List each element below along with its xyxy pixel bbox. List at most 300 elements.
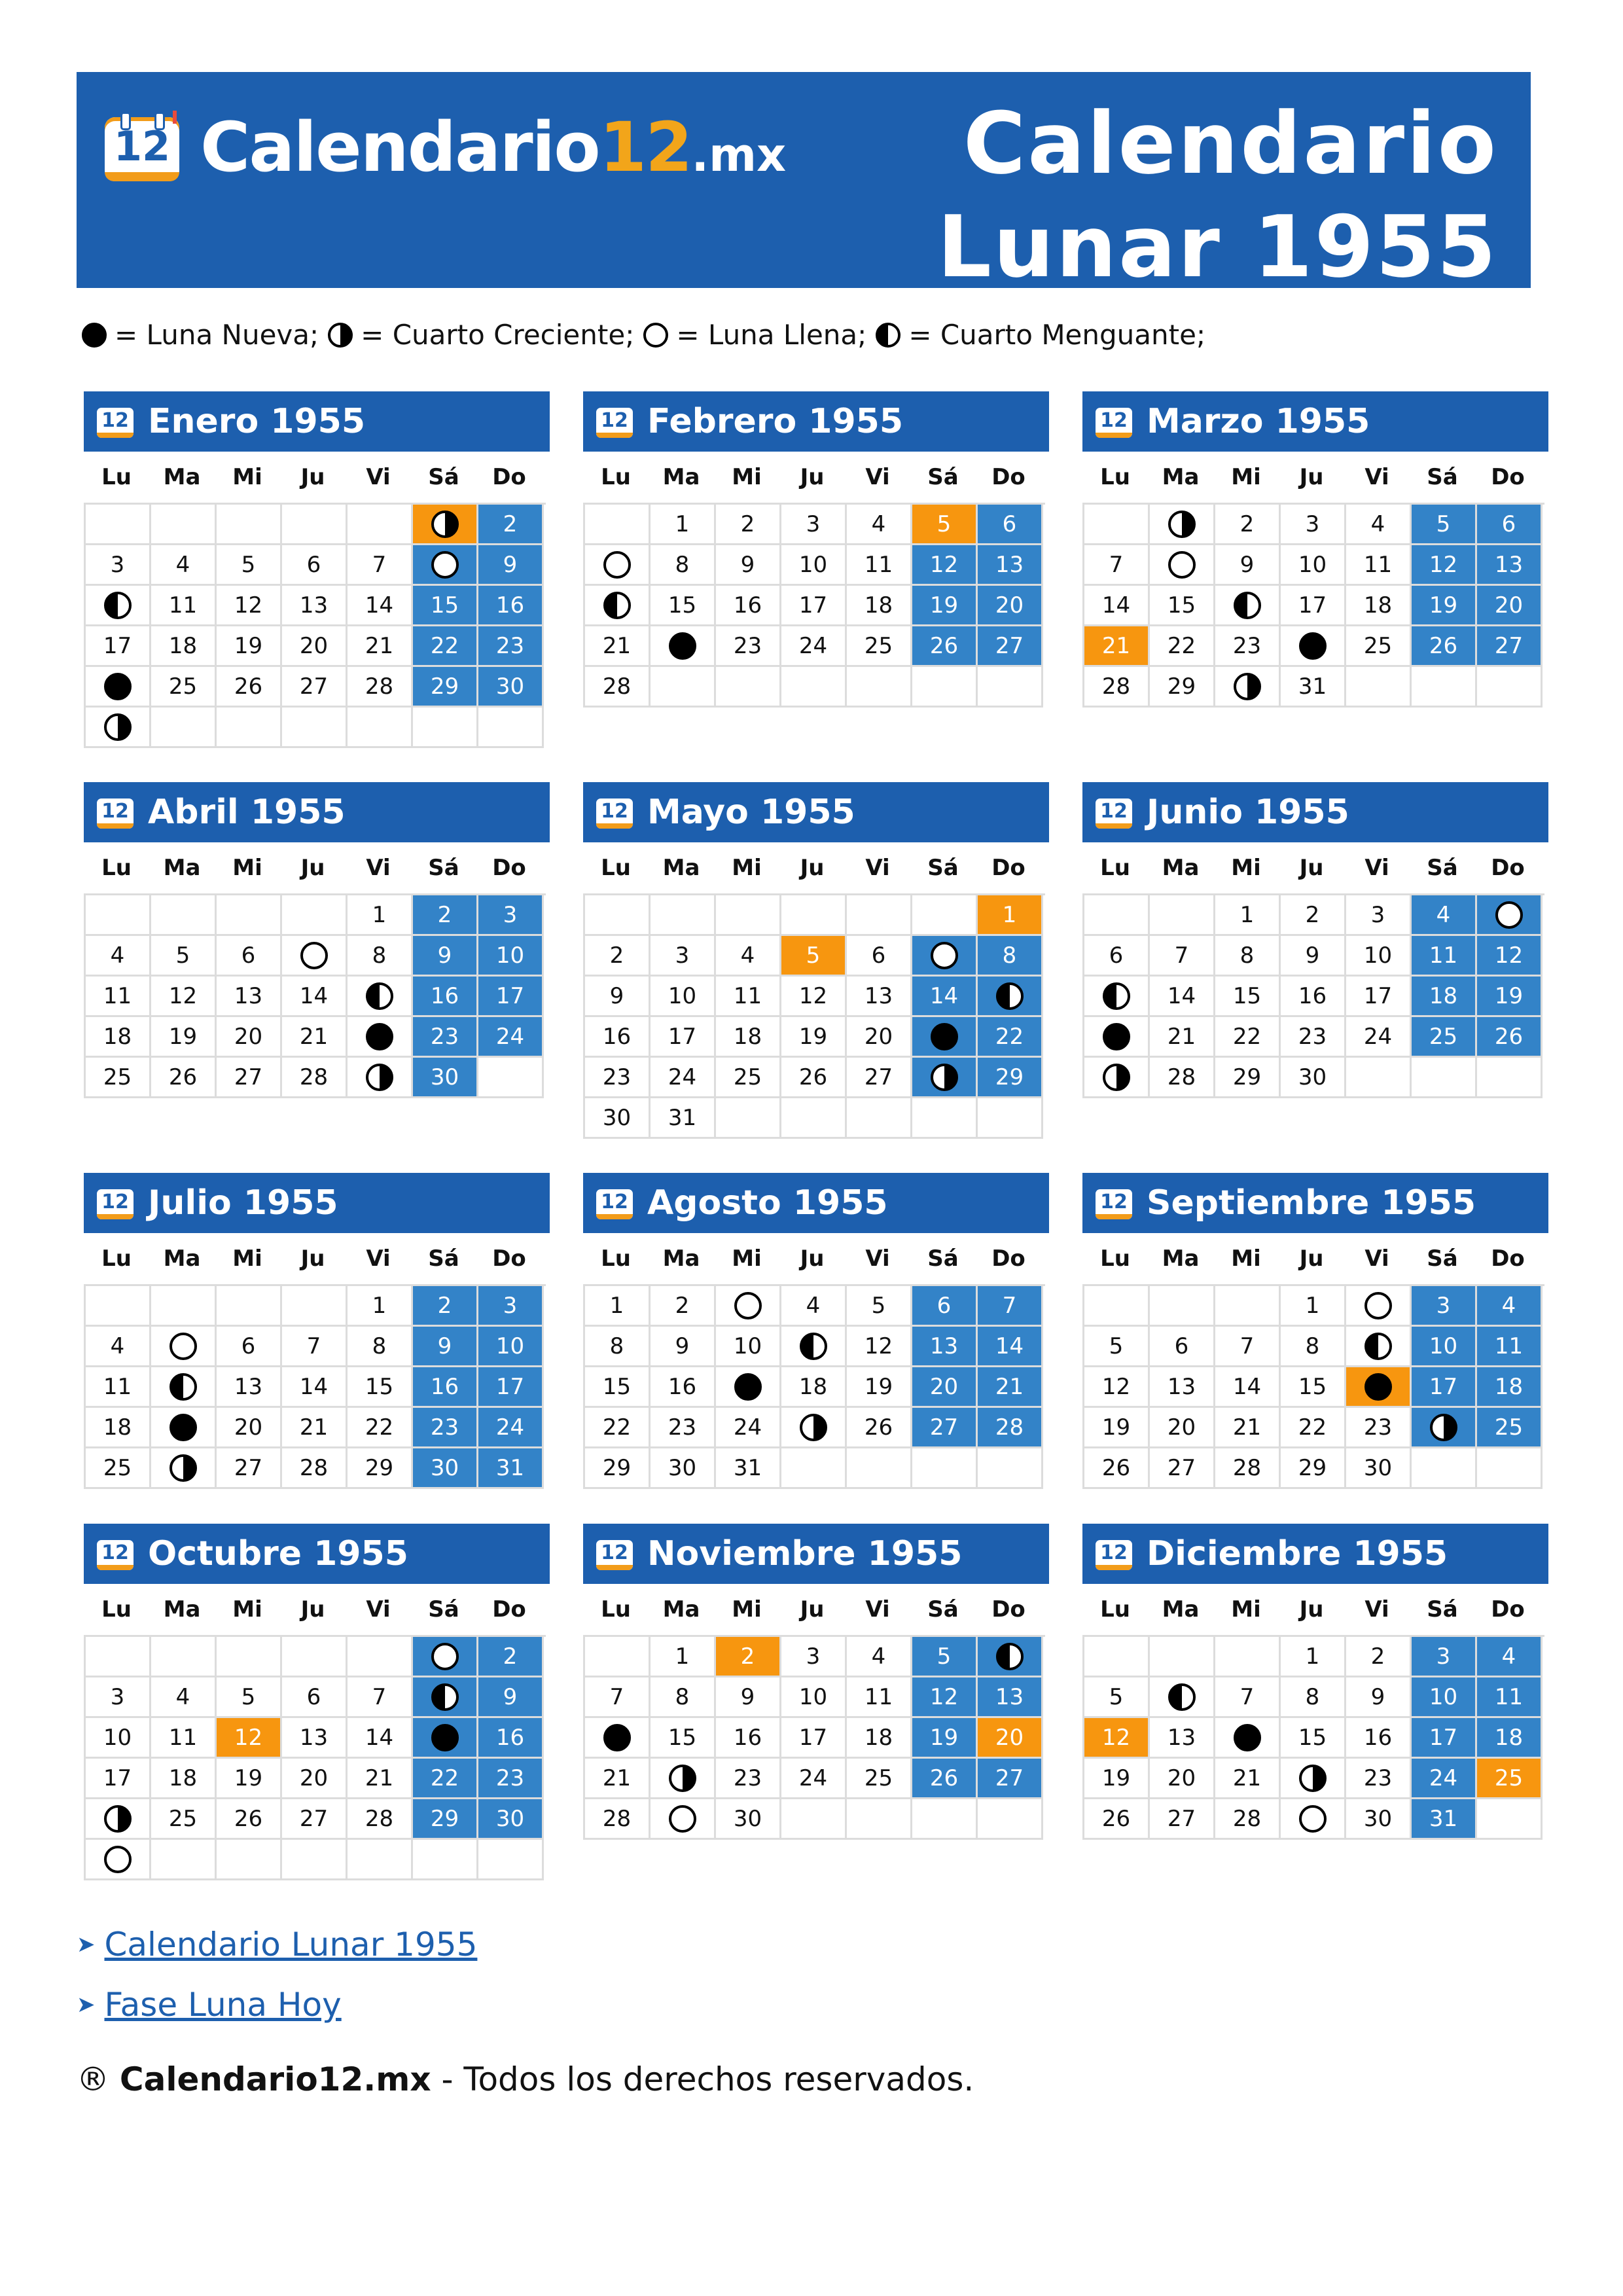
day-cell[interactable]: 9 xyxy=(1215,545,1281,586)
day-cell[interactable] xyxy=(1412,1408,1477,1448)
day-cell[interactable]: 14 xyxy=(348,1718,413,1759)
day-cell[interactable]: 13 xyxy=(1150,1367,1215,1408)
day-cell[interactable]: 25 xyxy=(716,1058,781,1098)
day-cell[interactable]: 1 xyxy=(348,1286,413,1327)
day-cell[interactable]: 28 xyxy=(1150,1058,1215,1098)
site-logo[interactable] xyxy=(105,108,786,187)
day-cell[interactable]: 12 xyxy=(217,586,282,626)
day-cell[interactable]: 8 xyxy=(651,545,716,586)
day-cell[interactable] xyxy=(585,586,651,626)
day-cell[interactable] xyxy=(912,1017,978,1058)
day-cell[interactable]: 22 xyxy=(1281,1408,1346,1448)
day-cell[interactable]: 17 xyxy=(781,1718,847,1759)
day-cell[interactable]: 16 xyxy=(478,586,544,626)
day-cell[interactable]: 29 xyxy=(413,667,478,708)
day-cell[interactable]: 1 xyxy=(1281,1286,1346,1327)
day-cell[interactable]: 18 xyxy=(781,1367,847,1408)
day-cell[interactable]: 15 xyxy=(413,586,478,626)
day-cell[interactable]: 11 xyxy=(151,586,217,626)
day-cell[interactable]: 4 xyxy=(847,505,912,545)
day-cell[interactable]: 22 xyxy=(413,1759,478,1799)
day-cell[interactable]: 27 xyxy=(282,667,348,708)
day-cell[interactable]: 11 xyxy=(1477,1677,1543,1718)
day-cell[interactable]: 20 xyxy=(1150,1759,1215,1799)
day-cell[interactable]: 4 xyxy=(1477,1637,1543,1677)
day-cell[interactable]: 25 xyxy=(1346,626,1412,667)
day-cell[interactable]: 26 xyxy=(151,1058,217,1098)
day-cell[interactable]: 3 xyxy=(781,505,847,545)
day-cell[interactable]: 4 xyxy=(1477,1286,1543,1327)
day-cell[interactable]: 24 xyxy=(1346,1017,1412,1058)
day-cell[interactable]: 6 xyxy=(912,1286,978,1327)
day-cell[interactable]: 26 xyxy=(912,626,978,667)
day-cell[interactable]: 23 xyxy=(585,1058,651,1098)
day-cell[interactable] xyxy=(151,1448,217,1489)
day-cell[interactable] xyxy=(1281,626,1346,667)
day-cell[interactable]: 8 xyxy=(1215,936,1281,977)
day-cell[interactable]: 16 xyxy=(1281,977,1346,1017)
day-cell[interactable]: 9 xyxy=(1281,936,1346,977)
day-cell[interactable]: 20 xyxy=(978,586,1043,626)
day-cell[interactable]: 12 xyxy=(151,977,217,1017)
day-cell[interactable] xyxy=(912,936,978,977)
day-cell[interactable]: 26 xyxy=(781,1058,847,1098)
day-cell[interactable]: 17 xyxy=(781,586,847,626)
day-cell[interactable]: 6 xyxy=(282,545,348,586)
day-cell[interactable]: 3 xyxy=(478,1286,544,1327)
day-cell[interactable]: 4 xyxy=(151,545,217,586)
day-cell[interactable]: 23 xyxy=(478,626,544,667)
day-cell[interactable]: 1 xyxy=(1215,895,1281,936)
day-cell[interactable]: 8 xyxy=(1281,1677,1346,1718)
day-cell[interactable]: 1 xyxy=(978,895,1043,936)
day-cell[interactable]: 30 xyxy=(1281,1058,1346,1098)
day-cell[interactable]: 23 xyxy=(1281,1017,1346,1058)
day-cell[interactable]: 16 xyxy=(478,1718,544,1759)
day-cell[interactable]: 3 xyxy=(1412,1637,1477,1677)
day-cell[interactable]: 21 xyxy=(282,1017,348,1058)
day-cell[interactable]: 9 xyxy=(716,545,781,586)
day-cell[interactable]: 6 xyxy=(1150,1327,1215,1367)
day-cell[interactable]: 10 xyxy=(1412,1327,1477,1367)
day-cell[interactable]: 27 xyxy=(217,1058,282,1098)
day-cell[interactable]: 2 xyxy=(478,505,544,545)
day-cell[interactable]: 19 xyxy=(781,1017,847,1058)
day-cell[interactable]: 15 xyxy=(1281,1367,1346,1408)
day-cell[interactable] xyxy=(1477,895,1543,936)
day-cell[interactable] xyxy=(585,545,651,586)
day-cell[interactable] xyxy=(1281,1759,1346,1799)
day-cell[interactable]: 9 xyxy=(413,936,478,977)
day-cell[interactable]: 12 xyxy=(1084,1718,1150,1759)
day-cell[interactable]: 30 xyxy=(478,1799,544,1840)
day-cell[interactable]: 16 xyxy=(716,586,781,626)
day-cell[interactable]: 26 xyxy=(1412,626,1477,667)
day-cell[interactable]: 17 xyxy=(1281,586,1346,626)
day-cell[interactable]: 12 xyxy=(1084,1367,1150,1408)
day-cell[interactable]: 25 xyxy=(847,626,912,667)
day-cell[interactable]: 31 xyxy=(651,1098,716,1139)
day-cell[interactable] xyxy=(978,977,1043,1017)
day-cell[interactable]: 23 xyxy=(1346,1408,1412,1448)
day-cell[interactable]: 19 xyxy=(847,1367,912,1408)
day-cell[interactable]: 12 xyxy=(217,1718,282,1759)
day-cell[interactable]: 15 xyxy=(1150,586,1215,626)
day-cell[interactable]: 13 xyxy=(217,1367,282,1408)
day-cell[interactable]: 25 xyxy=(151,1799,217,1840)
day-cell[interactable]: 10 xyxy=(478,936,544,977)
day-cell[interactable]: 5 xyxy=(912,1637,978,1677)
day-cell[interactable]: 25 xyxy=(86,1448,151,1489)
day-cell[interactable]: 29 xyxy=(1281,1448,1346,1489)
day-cell[interactable]: 10 xyxy=(781,1677,847,1718)
day-cell[interactable] xyxy=(86,708,151,748)
day-cell[interactable]: 4 xyxy=(781,1286,847,1327)
day-cell[interactable]: 28 xyxy=(1215,1799,1281,1840)
day-cell[interactable]: 11 xyxy=(847,1677,912,1718)
day-cell[interactable]: 27 xyxy=(1477,626,1543,667)
day-cell[interactable]: 3 xyxy=(1281,505,1346,545)
day-cell[interactable] xyxy=(151,1408,217,1448)
day-cell[interactable]: 18 xyxy=(847,1718,912,1759)
day-cell[interactable]: 7 xyxy=(585,1677,651,1718)
day-cell[interactable]: 23 xyxy=(716,1759,781,1799)
day-cell[interactable]: 3 xyxy=(651,936,716,977)
day-cell[interactable]: 23 xyxy=(413,1017,478,1058)
day-cell[interactable]: 20 xyxy=(1150,1408,1215,1448)
day-cell[interactable]: 6 xyxy=(1477,505,1543,545)
day-cell[interactable]: 9 xyxy=(478,545,544,586)
day-cell[interactable]: 23 xyxy=(1346,1759,1412,1799)
day-cell[interactable]: 25 xyxy=(86,1058,151,1098)
day-cell[interactable]: 14 xyxy=(912,977,978,1017)
day-cell[interactable]: 2 xyxy=(716,505,781,545)
day-cell[interactable]: 26 xyxy=(1084,1448,1150,1489)
day-cell[interactable]: 11 xyxy=(847,545,912,586)
day-cell[interactable]: 15 xyxy=(651,586,716,626)
day-cell[interactable]: 31 xyxy=(1412,1799,1477,1840)
day-cell[interactable]: 16 xyxy=(413,1367,478,1408)
day-cell[interactable]: 18 xyxy=(716,1017,781,1058)
day-cell[interactable]: 7 xyxy=(1084,545,1150,586)
day-cell[interactable] xyxy=(585,1718,651,1759)
day-cell[interactable]: 6 xyxy=(847,936,912,977)
day-cell[interactable]: 11 xyxy=(1477,1327,1543,1367)
day-cell[interactable] xyxy=(716,1367,781,1408)
day-cell[interactable]: 1 xyxy=(585,1286,651,1327)
day-cell[interactable]: 1 xyxy=(651,505,716,545)
day-cell[interactable]: 6 xyxy=(978,505,1043,545)
day-cell[interactable]: 13 xyxy=(978,545,1043,586)
day-cell[interactable]: 31 xyxy=(478,1448,544,1489)
day-cell[interactable]: 12 xyxy=(781,977,847,1017)
day-cell[interactable]: 13 xyxy=(282,586,348,626)
day-cell[interactable] xyxy=(413,1718,478,1759)
day-cell[interactable] xyxy=(651,1799,716,1840)
day-cell[interactable]: 29 xyxy=(585,1448,651,1489)
day-cell[interactable]: 26 xyxy=(1084,1799,1150,1840)
day-cell[interactable]: 21 xyxy=(1215,1408,1281,1448)
day-cell[interactable]: 10 xyxy=(1281,545,1346,586)
day-cell[interactable] xyxy=(1150,1677,1215,1718)
day-cell[interactable]: 24 xyxy=(716,1408,781,1448)
day-cell[interactable]: 30 xyxy=(1346,1448,1412,1489)
day-cell[interactable]: 19 xyxy=(1412,586,1477,626)
day-cell[interactable]: 15 xyxy=(1215,977,1281,1017)
day-cell[interactable] xyxy=(282,936,348,977)
day-cell[interactable]: 19 xyxy=(1477,977,1543,1017)
day-cell[interactable]: 17 xyxy=(86,1759,151,1799)
day-cell[interactable]: 5 xyxy=(1084,1677,1150,1718)
day-cell[interactable]: 7 xyxy=(1150,936,1215,977)
day-cell[interactable]: 1 xyxy=(1281,1637,1346,1677)
day-cell[interactable]: 8 xyxy=(585,1327,651,1367)
day-cell[interactable]: 12 xyxy=(1412,545,1477,586)
day-cell[interactable]: 21 xyxy=(282,1408,348,1448)
day-cell[interactable] xyxy=(348,1017,413,1058)
day-cell[interactable]: 8 xyxy=(978,936,1043,977)
day-cell[interactable]: 4 xyxy=(716,936,781,977)
day-cell[interactable]: 8 xyxy=(651,1677,716,1718)
day-cell[interactable]: 26 xyxy=(912,1759,978,1799)
day-cell[interactable]: 30 xyxy=(478,667,544,708)
day-cell[interactable]: 4 xyxy=(86,936,151,977)
day-cell[interactable]: 3 xyxy=(86,1677,151,1718)
day-cell[interactable]: 12 xyxy=(847,1327,912,1367)
day-cell[interactable]: 24 xyxy=(781,626,847,667)
day-cell[interactable]: 27 xyxy=(978,626,1043,667)
day-cell[interactable]: 28 xyxy=(348,667,413,708)
day-cell[interactable]: 12 xyxy=(1477,936,1543,977)
day-cell[interactable]: 22 xyxy=(978,1017,1043,1058)
day-cell[interactable]: 11 xyxy=(1412,936,1477,977)
day-cell[interactable] xyxy=(1150,545,1215,586)
day-cell[interactable]: 11 xyxy=(151,1718,217,1759)
day-cell[interactable]: 2 xyxy=(585,936,651,977)
day-cell[interactable] xyxy=(1346,1286,1412,1327)
day-cell[interactable]: 13 xyxy=(1477,545,1543,586)
day-cell[interactable]: 23 xyxy=(413,1408,478,1448)
day-cell[interactable]: 5 xyxy=(151,936,217,977)
day-cell[interactable]: 16 xyxy=(651,1367,716,1408)
day-cell[interactable]: 27 xyxy=(282,1799,348,1840)
day-cell[interactable]: 14 xyxy=(348,586,413,626)
day-cell[interactable] xyxy=(1346,1367,1412,1408)
day-cell[interactable]: 29 xyxy=(413,1799,478,1840)
day-cell[interactable]: 22 xyxy=(585,1408,651,1448)
day-cell[interactable]: 23 xyxy=(716,626,781,667)
day-cell[interactable]: 23 xyxy=(478,1759,544,1799)
day-cell[interactable]: 24 xyxy=(781,1759,847,1799)
day-cell[interactable]: 2 xyxy=(716,1637,781,1677)
day-cell[interactable]: 22 xyxy=(1215,1017,1281,1058)
day-cell[interactable]: 6 xyxy=(217,1327,282,1367)
day-cell[interactable]: 8 xyxy=(1281,1327,1346,1367)
day-cell[interactable]: 18 xyxy=(151,1759,217,1799)
day-cell[interactable]: 15 xyxy=(585,1367,651,1408)
day-cell[interactable] xyxy=(413,1677,478,1718)
day-cell[interactable]: 18 xyxy=(847,586,912,626)
day-cell[interactable]: 31 xyxy=(716,1448,781,1489)
day-cell[interactable]: 17 xyxy=(1346,977,1412,1017)
day-cell[interactable]: 11 xyxy=(1346,545,1412,586)
day-cell[interactable] xyxy=(1215,1718,1281,1759)
day-cell[interactable]: 3 xyxy=(478,895,544,936)
day-cell[interactable]: 30 xyxy=(413,1058,478,1098)
day-cell[interactable]: 10 xyxy=(716,1327,781,1367)
day-cell[interactable]: 31 xyxy=(1281,667,1346,708)
day-cell[interactable] xyxy=(1346,1327,1412,1367)
day-cell[interactable]: 10 xyxy=(1412,1677,1477,1718)
day-cell[interactable]: 14 xyxy=(1150,977,1215,1017)
day-cell[interactable]: 18 xyxy=(86,1408,151,1448)
day-cell[interactable]: 30 xyxy=(651,1448,716,1489)
day-cell[interactable]: 20 xyxy=(1477,586,1543,626)
day-cell[interactable]: 2 xyxy=(1346,1637,1412,1677)
day-cell[interactable]: 22 xyxy=(1150,626,1215,667)
day-cell[interactable]: 15 xyxy=(348,1367,413,1408)
day-cell[interactable]: 12 xyxy=(912,545,978,586)
day-cell[interactable] xyxy=(651,626,716,667)
day-cell[interactable]: 4 xyxy=(1412,895,1477,936)
day-cell[interactable]: 28 xyxy=(585,1799,651,1840)
link-fase-luna-hoy[interactable]: Fase Luna Hoy xyxy=(104,1986,342,2024)
day-cell[interactable]: 6 xyxy=(1084,936,1150,977)
day-cell[interactable] xyxy=(1150,505,1215,545)
day-cell[interactable]: 3 xyxy=(1412,1286,1477,1327)
day-cell[interactable]: 21 xyxy=(1215,1759,1281,1799)
day-cell[interactable]: 13 xyxy=(1150,1718,1215,1759)
day-cell[interactable]: 5 xyxy=(912,505,978,545)
day-cell[interactable]: 13 xyxy=(282,1718,348,1759)
day-cell[interactable]: 16 xyxy=(413,977,478,1017)
day-cell[interactable] xyxy=(86,586,151,626)
day-cell[interactable]: 20 xyxy=(282,1759,348,1799)
day-cell[interactable]: 5 xyxy=(1084,1327,1150,1367)
day-cell[interactable] xyxy=(781,1327,847,1367)
day-cell[interactable]: 13 xyxy=(978,1677,1043,1718)
day-cell[interactable] xyxy=(348,977,413,1017)
day-cell[interactable]: 1 xyxy=(651,1637,716,1677)
day-cell[interactable]: 4 xyxy=(86,1327,151,1367)
day-cell[interactable]: 21 xyxy=(978,1367,1043,1408)
day-cell[interactable]: 2 xyxy=(1281,895,1346,936)
day-cell[interactable]: 9 xyxy=(413,1327,478,1367)
day-cell[interactable]: 28 xyxy=(1215,1448,1281,1489)
day-cell[interactable]: 10 xyxy=(781,545,847,586)
day-cell[interactable]: 20 xyxy=(282,626,348,667)
day-cell[interactable]: 11 xyxy=(86,1367,151,1408)
day-cell[interactable]: 17 xyxy=(1412,1367,1477,1408)
day-cell[interactable]: 4 xyxy=(1346,505,1412,545)
day-cell[interactable]: 20 xyxy=(912,1367,978,1408)
day-cell[interactable] xyxy=(1215,586,1281,626)
day-cell[interactable]: 28 xyxy=(348,1799,413,1840)
day-cell[interactable]: 14 xyxy=(1084,586,1150,626)
day-cell[interactable] xyxy=(86,1799,151,1840)
day-cell[interactable]: 19 xyxy=(217,1759,282,1799)
day-cell[interactable]: 28 xyxy=(585,667,651,708)
day-cell[interactable] xyxy=(1215,667,1281,708)
day-cell[interactable] xyxy=(781,1408,847,1448)
day-cell[interactable] xyxy=(413,505,478,545)
day-cell[interactable]: 19 xyxy=(1084,1759,1150,1799)
day-cell[interactable]: 25 xyxy=(151,667,217,708)
day-cell[interactable]: 15 xyxy=(651,1718,716,1759)
day-cell[interactable]: 17 xyxy=(478,1367,544,1408)
day-cell[interactable]: 4 xyxy=(151,1677,217,1718)
day-cell[interactable]: 3 xyxy=(86,545,151,586)
day-cell[interactable]: 22 xyxy=(413,626,478,667)
day-cell[interactable]: 3 xyxy=(781,1637,847,1677)
day-cell[interactable]: 21 xyxy=(348,1759,413,1799)
day-cell[interactable]: 13 xyxy=(847,977,912,1017)
day-cell[interactable]: 27 xyxy=(847,1058,912,1098)
day-cell[interactable]: 1 xyxy=(348,895,413,936)
day-cell[interactable]: 29 xyxy=(978,1058,1043,1098)
day-cell[interactable]: 5 xyxy=(217,1677,282,1718)
day-cell[interactable]: 28 xyxy=(282,1448,348,1489)
day-cell[interactable]: 26 xyxy=(847,1408,912,1448)
day-cell[interactable]: 25 xyxy=(1477,1759,1543,1799)
day-cell[interactable]: 6 xyxy=(282,1677,348,1718)
day-cell[interactable]: 18 xyxy=(1477,1718,1543,1759)
day-cell[interactable]: 22 xyxy=(348,1408,413,1448)
day-cell[interactable]: 7 xyxy=(1215,1677,1281,1718)
day-cell[interactable]: 29 xyxy=(1150,667,1215,708)
day-cell[interactable]: 11 xyxy=(716,977,781,1017)
day-cell[interactable] xyxy=(716,1286,781,1327)
day-cell[interactable]: 8 xyxy=(348,936,413,977)
day-cell[interactable]: 2 xyxy=(1215,505,1281,545)
day-cell[interactable]: 2 xyxy=(413,1286,478,1327)
day-cell[interactable]: 14 xyxy=(1215,1367,1281,1408)
day-cell[interactable]: 20 xyxy=(217,1017,282,1058)
day-cell[interactable]: 16 xyxy=(716,1718,781,1759)
day-cell[interactable]: 19 xyxy=(912,1718,978,1759)
day-cell[interactable] xyxy=(978,1637,1043,1677)
day-cell[interactable]: 16 xyxy=(1346,1718,1412,1759)
day-cell[interactable]: 2 xyxy=(413,895,478,936)
day-cell[interactable]: 26 xyxy=(1477,1017,1543,1058)
day-cell[interactable]: 23 xyxy=(1215,626,1281,667)
day-cell[interactable]: 17 xyxy=(478,977,544,1017)
day-cell[interactable]: 5 xyxy=(217,545,282,586)
day-cell[interactable]: 25 xyxy=(847,1759,912,1799)
day-cell[interactable]: 20 xyxy=(217,1408,282,1448)
day-cell[interactable]: 9 xyxy=(1346,1677,1412,1718)
day-cell[interactable]: 5 xyxy=(847,1286,912,1327)
day-cell[interactable]: 18 xyxy=(151,626,217,667)
day-cell[interactable]: 20 xyxy=(847,1017,912,1058)
day-cell[interactable]: 3 xyxy=(1346,895,1412,936)
day-cell[interactable]: 16 xyxy=(585,1017,651,1058)
day-cell[interactable]: 10 xyxy=(86,1718,151,1759)
day-cell[interactable]: 30 xyxy=(585,1098,651,1139)
day-cell[interactable]: 10 xyxy=(478,1327,544,1367)
day-cell[interactable]: 9 xyxy=(478,1677,544,1718)
day-cell[interactable]: 24 xyxy=(1412,1759,1477,1799)
day-cell[interactable]: 18 xyxy=(1477,1367,1543,1408)
day-cell[interactable]: 21 xyxy=(585,1759,651,1799)
day-cell[interactable]: 24 xyxy=(478,1017,544,1058)
day-cell[interactable]: 28 xyxy=(1084,667,1150,708)
day-cell[interactable] xyxy=(86,1840,151,1880)
day-cell[interactable]: 9 xyxy=(716,1677,781,1718)
day-cell[interactable]: 7 xyxy=(978,1286,1043,1327)
day-cell[interactable]: 2 xyxy=(651,1286,716,1327)
day-cell[interactable]: 18 xyxy=(86,1017,151,1058)
